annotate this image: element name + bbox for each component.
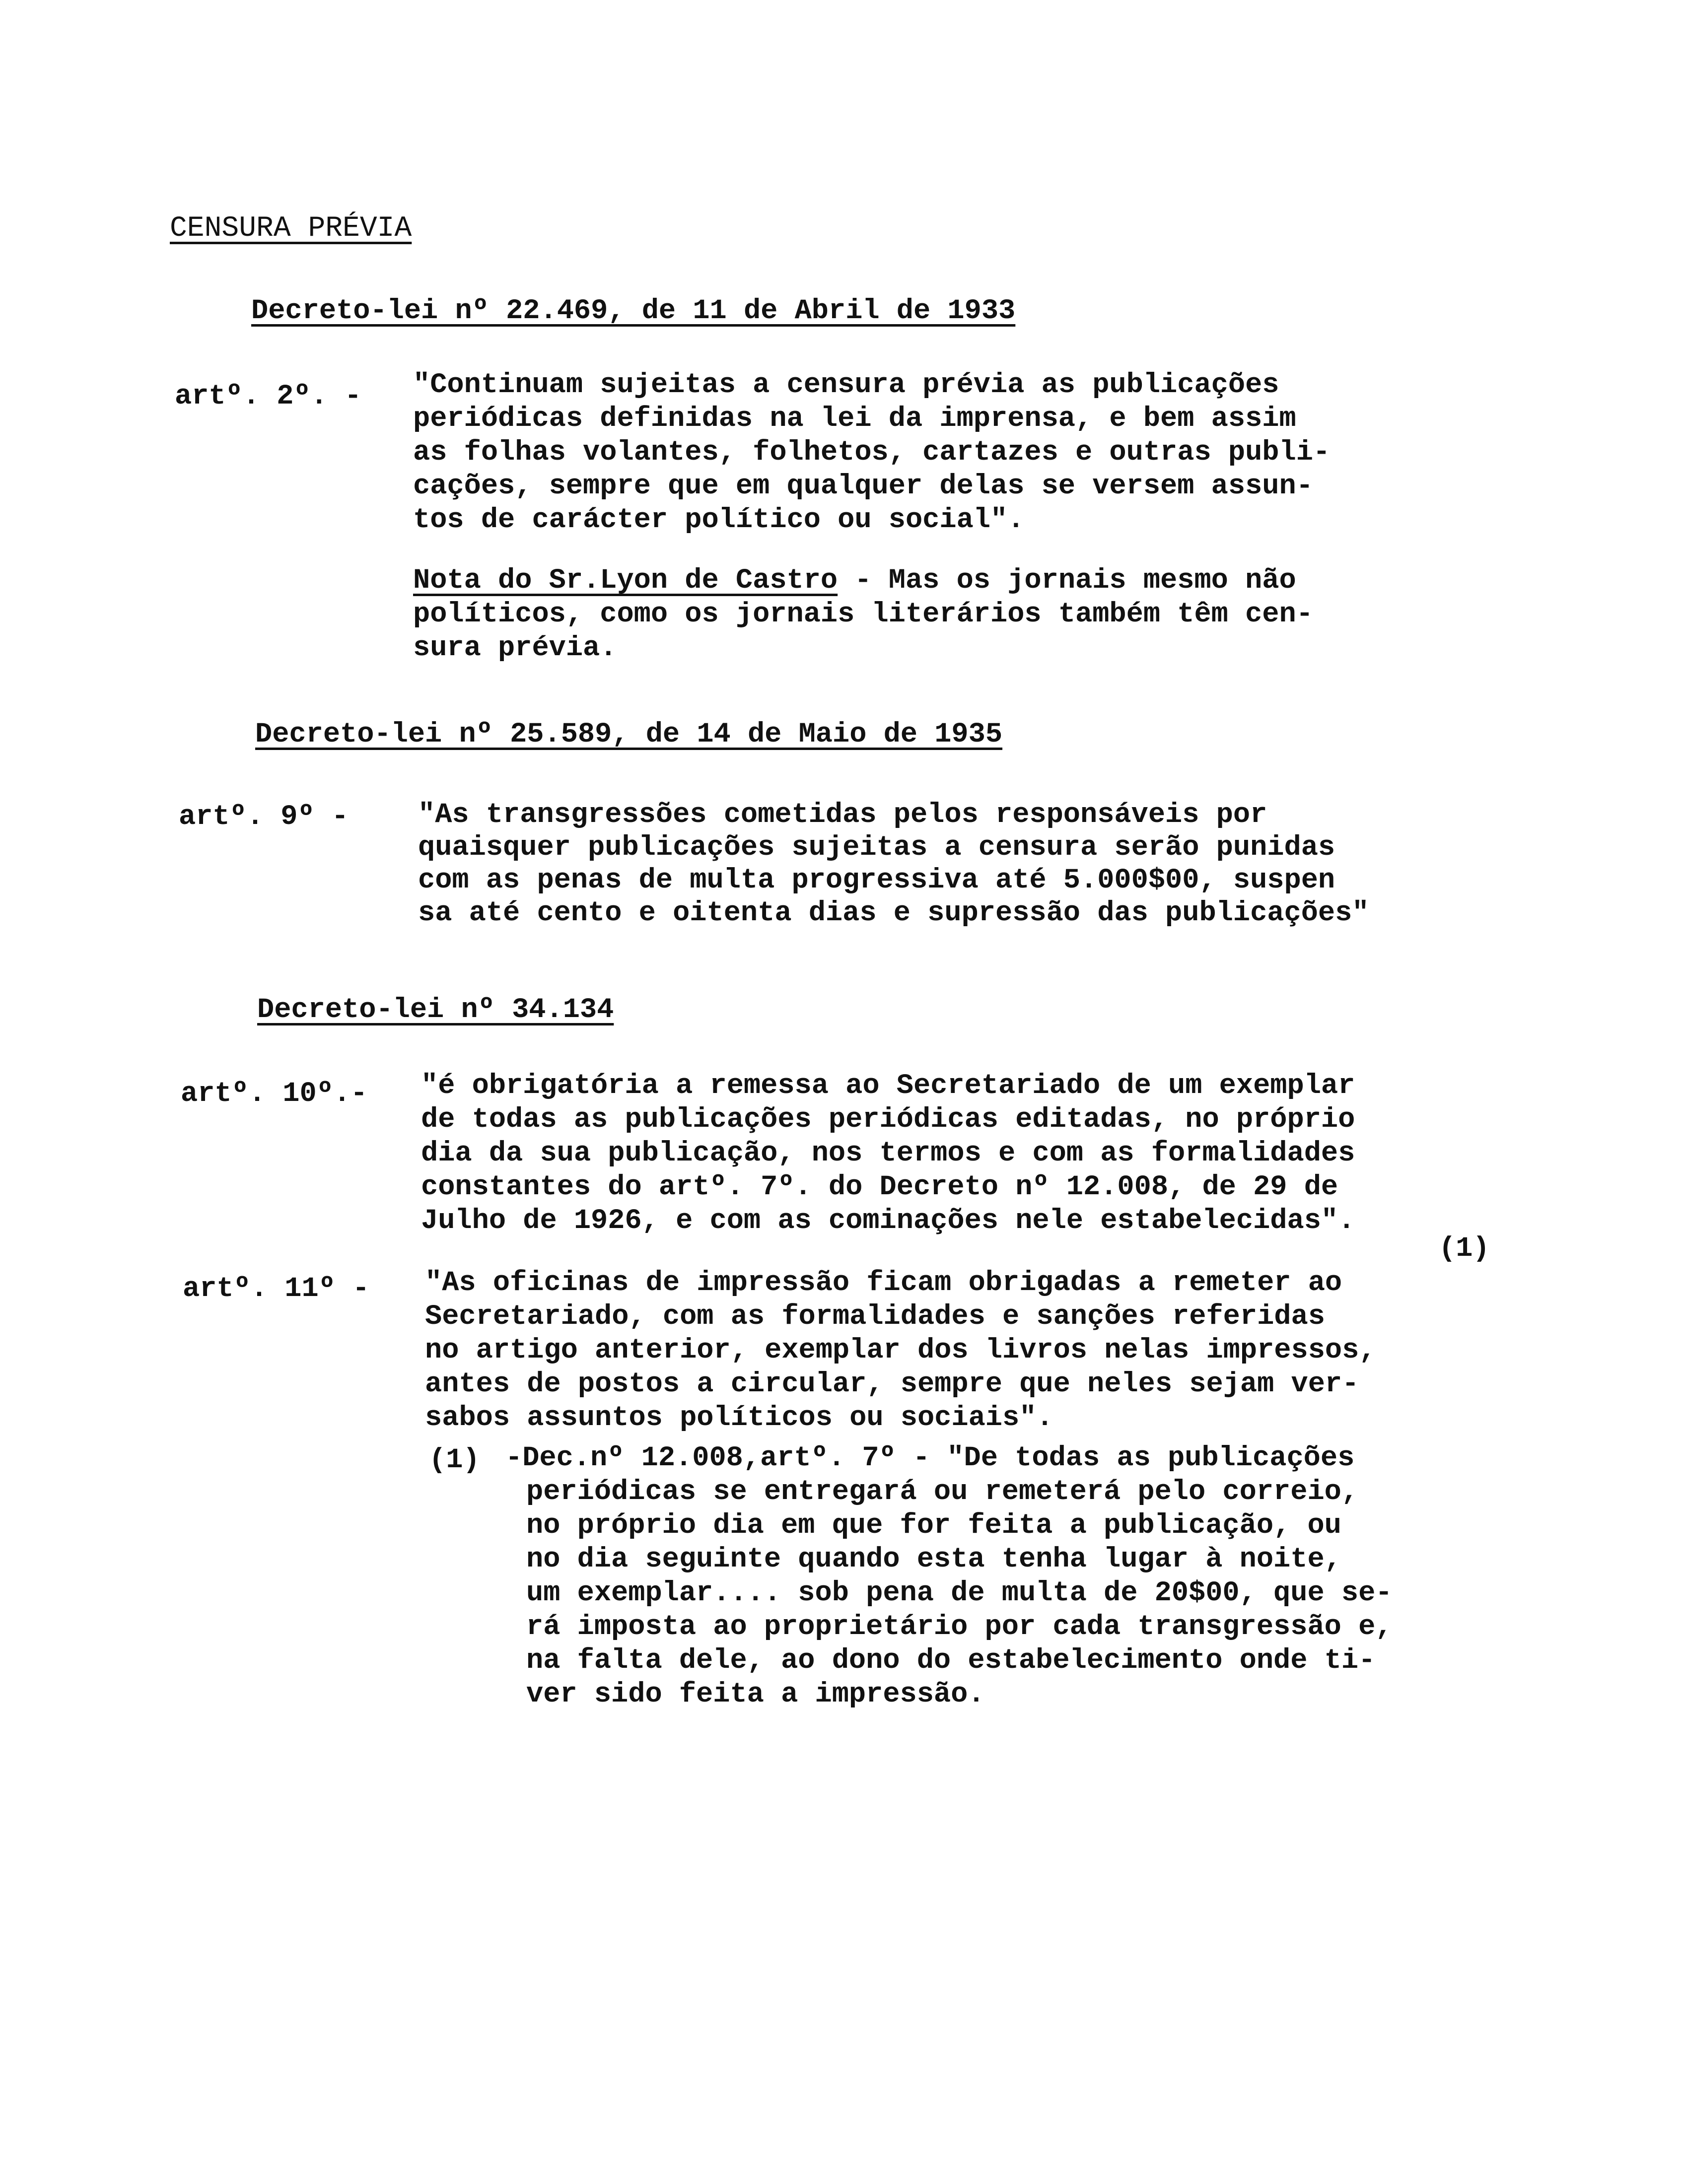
text-line: no dia seguinte quando esta tenha lugar à noite, bbox=[526, 1544, 1341, 1575]
text-line: "As oficinas de impressão ficam obrigadas a remeter ao bbox=[425, 1267, 1342, 1299]
text-line: constantes do artº. 7º. do Decreto nº 12.008, de 29 de bbox=[421, 1171, 1338, 1203]
article-label-2: artº. 2º. - bbox=[175, 381, 362, 412]
text-line: políticos, como os jornais literários também têm cen- bbox=[413, 599, 1313, 630]
text-line: no artigo anterior, exemplar dos livros nelas impressos, bbox=[425, 1335, 1376, 1366]
text-line: quaisquer publicações sujeitas a censura serão punidas bbox=[418, 832, 1335, 864]
note-line-1 bbox=[413, 567, 1296, 595]
text-line: com as penas de multa progressiva até 5.000$00, suspen bbox=[418, 865, 1335, 896]
text-line: as folhas volantes, folhetos, cartazes e outras publi- bbox=[413, 437, 1331, 469]
text-line: periódicas definidas na lei da imprensa, e bem assim bbox=[413, 403, 1296, 435]
article-label-11: artº. 11º - bbox=[183, 1273, 370, 1305]
text-line: antes de postos a circular, sempre que neles sejam ver- bbox=[425, 1368, 1359, 1400]
text-line: no próprio dia em que for feita a publicação, ou bbox=[526, 1510, 1341, 1542]
text-line: na falta dele, ao dono do estabelecimento onde ti- bbox=[526, 1645, 1376, 1677]
text-line: Julho de 1926, e com as cominações nele estabelecidas". bbox=[421, 1205, 1355, 1237]
text-line: um exemplar.... sob pena de multa de 20$00, que se- bbox=[526, 1577, 1393, 1609]
footnote-number: (1) bbox=[429, 1444, 480, 1476]
text-line: "Continuam sujeitas a censura prévia as publicações bbox=[413, 369, 1279, 401]
text-line: sa até cento e oitenta dias e supressão das publicações" bbox=[418, 897, 1369, 929]
note-author: Nota do Sr.Lyon de Castro bbox=[413, 565, 838, 597]
text-line: ver sido feita a impressão. bbox=[526, 1679, 985, 1710]
text-line: de todas as publicações periódicas editadas, no próprio bbox=[421, 1104, 1355, 1136]
section-heading-3: Decreto-lei nº 34.134 bbox=[257, 994, 614, 1026]
text-line: Secretariado, com as formalidades e sanções referidas bbox=[425, 1301, 1325, 1333]
text-line: tos de carácter político ou social". bbox=[413, 504, 1025, 536]
article-label-9: artº. 9º - bbox=[179, 801, 349, 833]
text-line: sura prévia. bbox=[413, 632, 617, 664]
section-heading-1: Decreto-lei nº 22.469, de 11 de Abril de 1933 bbox=[251, 295, 1016, 327]
text-line: sabos assuntos políticos ou sociais". bbox=[425, 1402, 1053, 1434]
article-label-10: artº. 10º.- bbox=[181, 1078, 368, 1110]
text-line: cações, sempre que em qualquer delas se versem assun- bbox=[413, 471, 1313, 502]
page-title: CENSURA PRÉVIA bbox=[170, 212, 412, 245]
text-line: dia da sua publicação, nos termos e com as formalidades bbox=[421, 1138, 1355, 1169]
text-line: rá imposta ao proprietário por cada transgressão e, bbox=[526, 1611, 1393, 1643]
note-text: - Mas os jornais mesmo não bbox=[838, 565, 1296, 597]
text-line: periódicas se entregará ou remeterá pelo correio, bbox=[526, 1476, 1359, 1508]
section-heading-2: Decreto-lei nº 25.589, de 14 de Maio de 1935 bbox=[255, 719, 1003, 751]
text-line: -Dec.nº 12.008,artº. 7º - "De todas as publicações bbox=[505, 1442, 1355, 1474]
text-line: "é obrigatória a remessa ao Secretariado de um exemplar bbox=[421, 1070, 1355, 1102]
footnote-marker: (1) bbox=[1439, 1233, 1490, 1265]
text-line: "As transgressões cometidas pelos responsáveis por bbox=[418, 799, 1267, 831]
